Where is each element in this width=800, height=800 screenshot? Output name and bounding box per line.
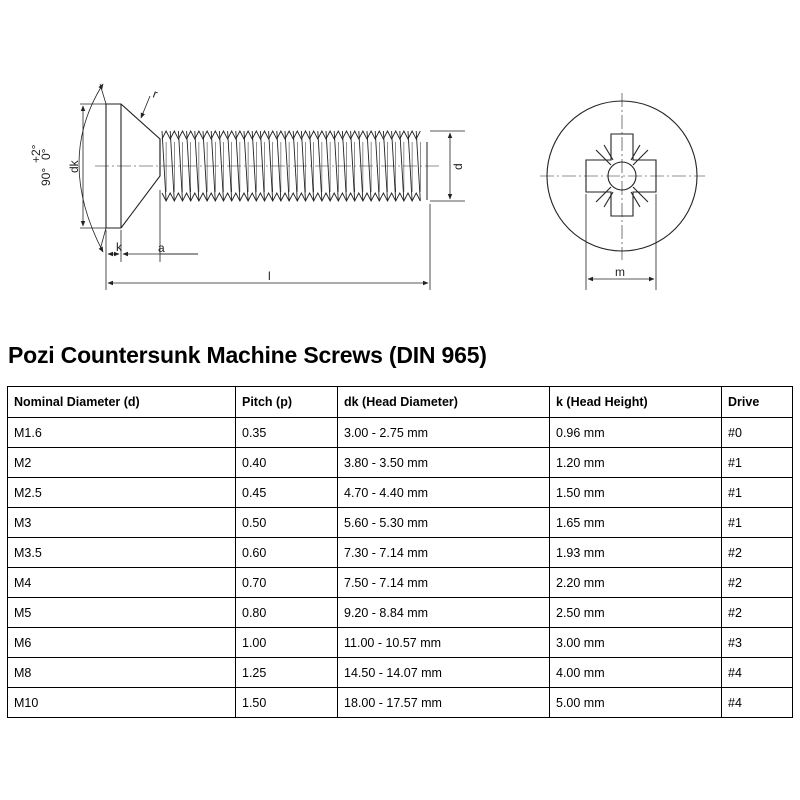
table-cell: 3.00 - 2.75 mm — [338, 418, 550, 448]
table-cell: M3 — [8, 508, 236, 538]
table-cell: 7.50 - 7.14 mm — [338, 568, 550, 598]
table-cell: M2.5 — [8, 478, 236, 508]
table-cell: #4 — [722, 658, 793, 688]
table-cell: #2 — [722, 598, 793, 628]
table-cell: #0 — [722, 418, 793, 448]
m-label: m — [615, 265, 625, 279]
table-row — [8, 448, 793, 478]
table-cell: M6 — [8, 628, 236, 658]
table-cell: M10 — [8, 688, 236, 718]
table-cell: #3 — [722, 628, 793, 658]
table-cell: 0.96 mm — [550, 418, 722, 448]
table-cell: #1 — [722, 448, 793, 478]
angle-label: 90° — [39, 167, 53, 186]
screw-technical-drawing — [0, 0, 800, 310]
column-header: Nominal Diameter (d) — [8, 387, 236, 418]
table-cell: #2 — [722, 568, 793, 598]
k-label: k — [116, 240, 122, 254]
thread-outline — [162, 193, 420, 201]
l-label: l — [268, 269, 271, 283]
table-cell: 18.00 - 17.57 mm — [338, 688, 550, 718]
table-cell: 1.25 — [236, 658, 338, 688]
table-cell: 2.20 mm — [550, 568, 722, 598]
table-cell: 0.80 — [236, 598, 338, 628]
table-cell: 1.50 — [236, 688, 338, 718]
table-row — [8, 688, 793, 718]
screw-head-top-view — [540, 93, 705, 260]
table-cell: 1.00 — [236, 628, 338, 658]
table-cell: M1.6 — [8, 418, 236, 448]
table-cell: 0.70 — [236, 568, 338, 598]
table-cell: #1 — [722, 478, 793, 508]
thread-outline — [162, 131, 420, 139]
dk-label: dk — [67, 160, 81, 173]
table-row — [8, 418, 793, 448]
table-cell: M2 — [8, 448, 236, 478]
column-header: k (Head Height) — [550, 387, 722, 418]
table-cell: 0.40 — [236, 448, 338, 478]
r-label: r — [150, 86, 160, 102]
screw-spec-table — [7, 386, 793, 718]
table-cell: 0.35 — [236, 418, 338, 448]
table-row — [8, 538, 793, 568]
table-row — [8, 658, 793, 688]
table-cell: 4.70 - 4.40 mm — [338, 478, 550, 508]
angle-tolerance-zero: 0° — [39, 148, 53, 160]
table-row — [8, 598, 793, 628]
table-cell: 9.20 - 8.84 mm — [338, 598, 550, 628]
table-row — [8, 628, 793, 658]
table-cell: 4.00 mm — [550, 658, 722, 688]
table-cell: M3.5 — [8, 538, 236, 568]
table-cell: 3.80 - 3.50 mm — [338, 448, 550, 478]
table-cell: 1.20 mm — [550, 448, 722, 478]
table-cell: 0.50 — [236, 508, 338, 538]
table-cell: 5.00 mm — [550, 688, 722, 718]
angle-tolerance-plus: +2° — [29, 144, 43, 163]
table-cell: 0.45 — [236, 478, 338, 508]
column-header: Pitch (p) — [236, 387, 338, 418]
table-cell: 1.93 mm — [550, 538, 722, 568]
screw-side-view — [95, 104, 440, 228]
table-cell: 7.30 - 7.14 mm — [338, 538, 550, 568]
table-cell: #4 — [722, 688, 793, 718]
table-cell: 1.50 mm — [550, 478, 722, 508]
table-cell: M4 — [8, 568, 236, 598]
table-cell: M8 — [8, 658, 236, 688]
d-label: d — [451, 163, 465, 170]
table-row — [8, 508, 793, 538]
table-cell: #1 — [722, 508, 793, 538]
table-cell: 2.50 mm — [550, 598, 722, 628]
column-header: dk (Head Diameter) — [338, 387, 550, 418]
table-cell: 0.60 — [236, 538, 338, 568]
table-cell: 14.50 - 14.07 mm — [338, 658, 550, 688]
table-cell: 3.00 mm — [550, 628, 722, 658]
table-row — [8, 478, 793, 508]
table-header-row — [8, 387, 793, 418]
column-header: Drive — [722, 387, 793, 418]
table-cell: 1.65 mm — [550, 508, 722, 538]
table-cell: M5 — [8, 598, 236, 628]
table-row — [8, 568, 793, 598]
table-cell: #2 — [722, 538, 793, 568]
table-cell: 11.00 - 10.57 mm — [338, 628, 550, 658]
page-title: Pozi Countersunk Machine Screws (DIN 965) — [8, 342, 487, 368]
a-label: a — [158, 241, 165, 255]
table-cell: 5.60 - 5.30 mm — [338, 508, 550, 538]
